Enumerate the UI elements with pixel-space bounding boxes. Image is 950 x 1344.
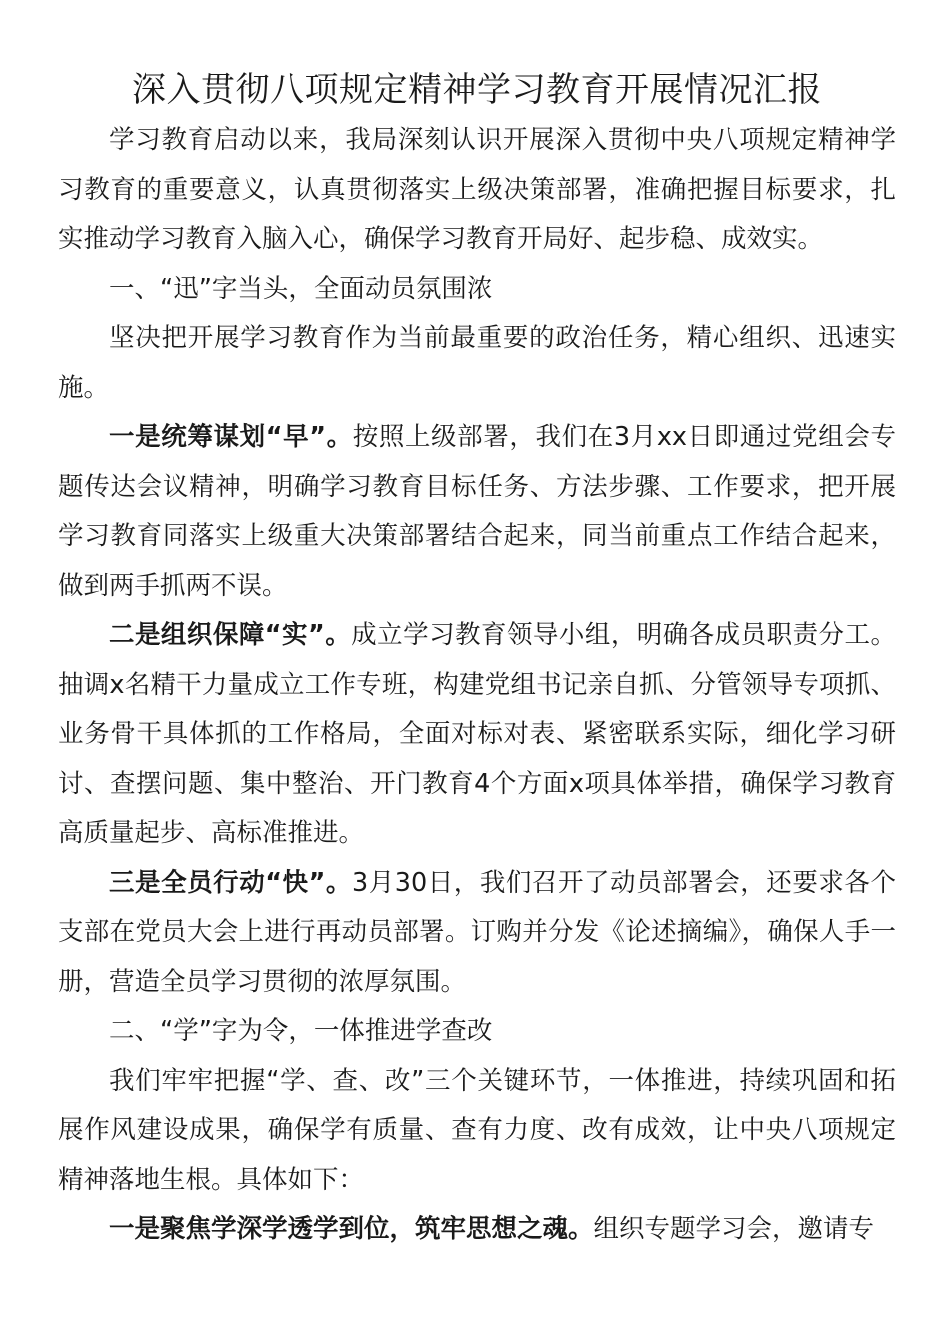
section-1-item-3 [58, 859, 896, 1008]
section-2-summary: 我们牢牢把握“学、查、改”三个关键环节，一体推进，持续巩固和拓展作风建设成果，确保学有质量、查有力度、改有成效，让中央八项规定精神落地生根。具体如下： [58, 1065, 896, 1195]
item-text: 按照上级部署，我们在3月xx日即通过党组会专题传达会议精神，明确学习教育目标任务、方法步骤、工作要求，把开展学习教育同落实上级重大决策部署结合起来，同当前重点工作结合起来，做到两手抓两不误。 [58, 422, 896, 601]
section-2-item-1 [58, 1205, 896, 1255]
intro-paragraph: 学习教育启动以来，我局深刻认识开展深入贯彻中央八项规定精神学习教育的重要意义，认真贯彻落实上级决策部署，准确把握目标要求，扎实推动学习教育入脑入心，确保学习教育开局好、起步稳、成效实。 [58, 125, 896, 254]
item-lead: 三是全员行动“快”。 [109, 867, 352, 898]
item-text: 成立学习教育领导小组，明确各成员职责分工。抽调x名精干力量成立工作专班，构建党组书记亲自抓、分管领导专项抓、业务骨干具体抓的工作格局，全面对标对表、紧密联系实际，细化学习研讨、查摆问题、集中整治、开门教育4个方面x项具体举措，确保学习教育高质量起步、高标准推进。 [58, 620, 896, 848]
section-1-heading: 一、“迅”字当头，全面动员氛围浓 [109, 273, 493, 304]
item-text: 3月30日，我们召开了动员部署会，还要求各个支部在党员大会上进行再动员部署。订购并分发《论述摘编》，确保人手一册，营造全员学习贯彻的浓厚氛围。 [58, 867, 896, 997]
section-2-heading: 二、“学”字为令，一体推进学查改 [109, 1016, 493, 1046]
item-lead: 二是组织保障“实”。 [109, 620, 352, 650]
section-1-item-2 [58, 611, 896, 859]
item-lead: 一是统筹谋划“早”。 [109, 422, 353, 452]
document-title: 深入贯彻八项规定精神学习教育开展情况汇报 [132, 70, 822, 110]
section-1-item-1 [58, 413, 896, 611]
item-text: 组织专题学习会，邀请专 [593, 1214, 875, 1244]
item-lead: 一是聚焦学深学透学到位，筑牢思想之魂。 [109, 1214, 594, 1244]
document-page [58, 66, 896, 1255]
section-1-summary: 坚决把开展学习教育作为当前最重要的政治任务，精心组织、迅速实施。 [58, 323, 896, 403]
